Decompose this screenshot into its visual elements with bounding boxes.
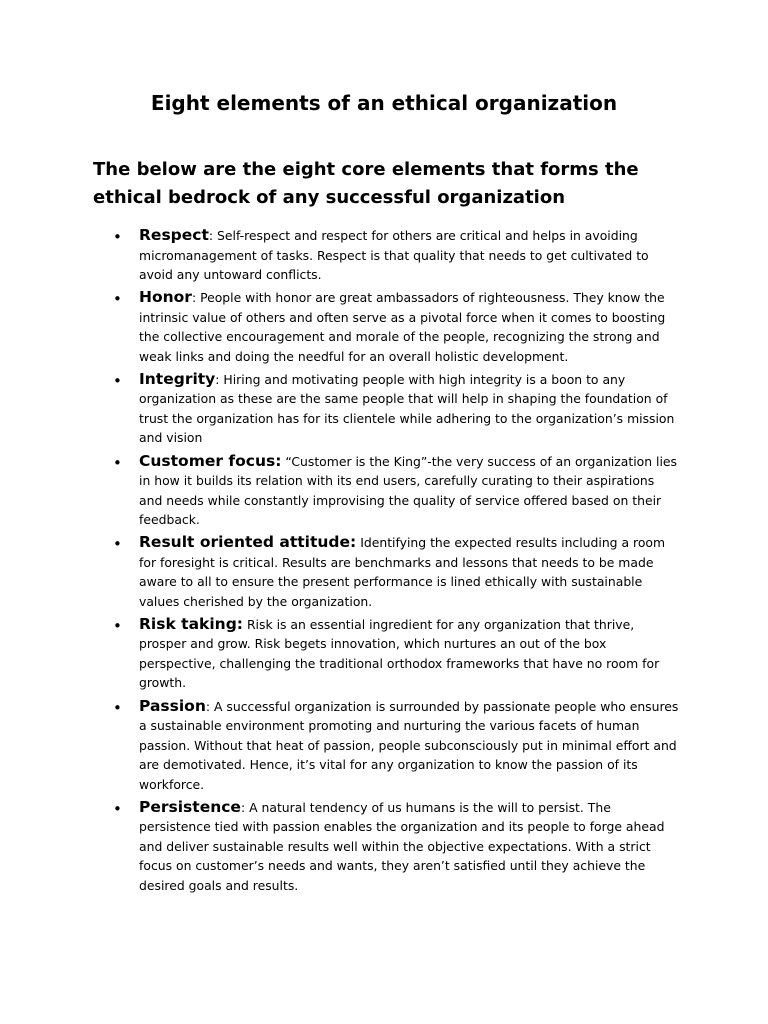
element-description: A successful organization is surrounded by passionate people who ensures a sustainable environment promoting and nurturing the various facets of human passion. Without that heat of passion, people subconsciously put in minimal effort and are demotivated. Hence, it’s vital for any organization to know the passion of its workforce. (139, 698, 679, 792)
element-description: Risk is an essential ingredient for any organization that thrive, prosper and grow. Risk begets innovation, which nurtures an out of the box perspective, challenging the traditional orthodox frameworks that have no room for growth. (139, 616, 660, 691)
list-item-honor (113, 288, 679, 366)
bullet-icon: • (113, 616, 122, 635)
term-separator: : (215, 371, 224, 387)
element-term: Risk taking: (139, 614, 243, 633)
list-item-respect (113, 226, 679, 285)
term-separator: : (191, 290, 201, 306)
bullet-icon: • (113, 535, 122, 554)
element-description: A natural tendency of us humans is the will to persist. The persistence tied with passion enables the organization and its people to forge ahead and deliver sustainable results well within the objective expectations. With a strict focus on customer’s needs and wants, they aren’t satisfied until they achieve the desired goals and results. (139, 799, 665, 893)
element-term: Passion (139, 696, 206, 715)
element-description: “Customer is the King”-the very success of an organization lies in how it builds its relation with its end users, carefully curating to their aspirations and needs while constantly improvising the quality of service offered based on their feedback. (139, 453, 677, 528)
document-subtitle: The below are the eight core elements that forms the ethical bedrock of any successful organization (93, 159, 639, 208)
element-term: Respect (139, 226, 209, 244)
term-separator: : (240, 799, 250, 815)
bullet-icon: • (113, 453, 122, 472)
bullet-icon: • (113, 228, 122, 246)
list-item-customer-focus (113, 451, 679, 530)
element-term: Customer focus: (139, 451, 282, 470)
document-title: Eight elements of an ethical organization (150, 91, 618, 115)
element-term: Result oriented attitude: (139, 533, 357, 552)
list-item-integrity (113, 369, 679, 448)
bullet-icon: • (113, 698, 122, 717)
element-description: Hiring and motivating people with high integrity is a boon to any organization as these are the same people that will help in shaping the foundation of trust the organization has for its clientele while adhering to the organization’s mission and vision (139, 371, 675, 446)
element-description: Self-respect and respect for others are critical and helps in avoiding micromanagement of tasks. Respect is that quality that needs to get cultivated to avoid any untoward conflicts. (139, 228, 649, 282)
bullet-icon: • (113, 371, 122, 390)
list-item-risk-taking (113, 614, 679, 693)
element-term: Persistence (139, 797, 241, 816)
ethical-elements-list (113, 226, 679, 899)
list-item-passion (113, 696, 679, 795)
list-item-persistence (113, 797, 679, 896)
list-item-result-oriented-attitude (113, 533, 679, 611)
term-separator: : (208, 228, 218, 243)
element-description: Identifying the expected results including a room for foresight is critical. Results are benchmarks and lessons that needs to be made aware to all to ensure the present performance is lined ethically with sustainable values cherished by the organization. (139, 535, 666, 609)
term-separator: : (205, 698, 214, 714)
bullet-icon: • (113, 290, 122, 309)
element-term: Integrity (139, 369, 216, 388)
element-term: Honor (139, 288, 192, 307)
element-description: People with honor are great ambassadors of righteousness. They know the intrinsic value of others and often serve as a pivotal force when it comes to boosting the collective encouragement and morale of the people, recognizing the strong and weak links and doing the needful for an overall holistic development. (139, 290, 666, 364)
bullet-icon: • (113, 799, 122, 818)
